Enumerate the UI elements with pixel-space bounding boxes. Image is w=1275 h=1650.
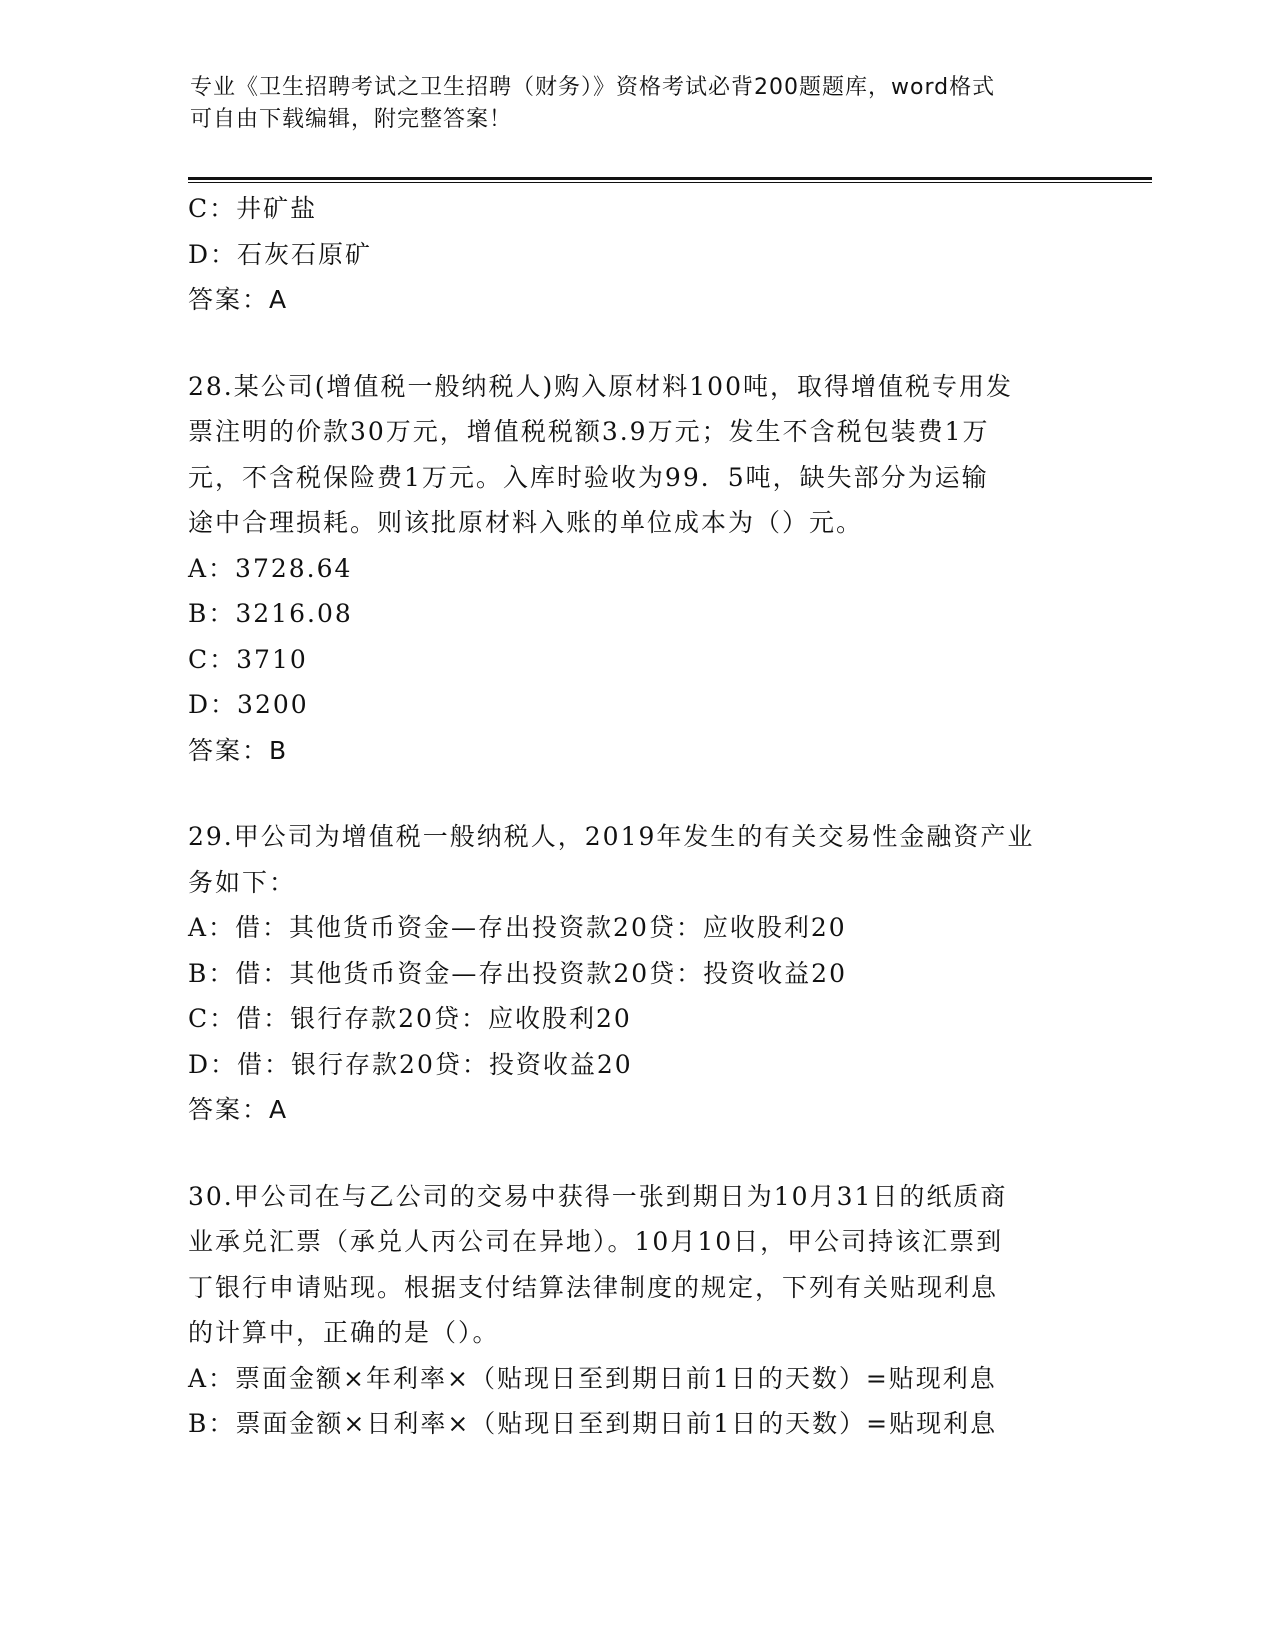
header-title-line-2: 可自由下载编辑，附完整答案！ [190,107,513,132]
stem-line: 务如下： [188,867,297,897]
option-c: C：借：银行存款20贷：应收股利20 [188,1004,632,1033]
question-29 [188,814,1088,1133]
option-a: A：3728.64 [188,553,353,583]
question-30 [188,1174,1088,1447]
option-b: B：票面金额×日利率×（贴现日至到期日前1日的天数）=贴现利息 [188,1409,998,1438]
option-b: B：3216.08 [188,599,353,628]
answer-line: 答案：A [188,1095,289,1124]
stem-line: 票注明的价款30万元，增值税税额3.9万元；发生不含税包装费1万 [188,417,990,446]
stem-line: 业承兑汇票（承兑人丙公司在异地）。10月10日，甲公司持该汇票到 [188,1227,1004,1256]
question-28 [188,364,1088,774]
answer-line: 答案：B [188,735,289,765]
option-d: D：借：银行存款20贷：投资收益20 [188,1049,633,1079]
previous-question-tail [188,186,1088,323]
option-a: A：借：其他货币资金—存出投资款20贷：应收股利20 [188,913,847,942]
stem-line: 29.甲公司为增值税一般纳税人，2019年发生的有关交易性金融资产业 [188,822,1035,851]
stem-line: 30.甲公司在与乙公司的交易中获得一张到期日为10月31日的纸质商 [188,1181,1008,1211]
option-c: C：井矿盐 [188,194,318,223]
stem-line: 元，不含税保险费1万元。入库时验收为99．5吨，缺失部分为运输 [188,462,989,492]
option-c: C：3710 [188,644,308,674]
question-stem [188,1174,1088,1356]
stem-line: 途中合理损耗。则该批原材料入账的单位成本为（）元。 [188,508,864,537]
option-a: A：票面金额×年利率×（贴现日至到期日前1日的天数）=贴现利息 [188,1363,997,1393]
option-d: D：石灰石原矿 [188,239,373,269]
header-title-line-1: 专业《卫生招聘考试之卫生招聘（财务）》资格考试必背200题题库，word格式 [190,75,996,100]
header-divider-thick [188,177,1152,180]
option-d: D：3200 [188,690,309,719]
page-header [190,72,1090,136]
option-b: B：借：其他货币资金—存出投资款20贷：投资收益20 [188,958,847,988]
question-stem [188,364,1088,546]
stem-line: 的计算中，正确的是（）。 [188,1318,500,1347]
header-divider-thin [188,182,1152,183]
document-body [188,186,1088,1447]
answer-line: 答案：A [188,285,289,314]
stem-line: 丁银行申请贴现。根据支付结算法律制度的规定，下列有关贴现利息 [188,1272,999,1302]
question-stem [188,814,1088,905]
stem-line: 28.某公司(增值税一般纳税人)购入原材料100吨，取得增值税专用发 [188,371,1013,401]
